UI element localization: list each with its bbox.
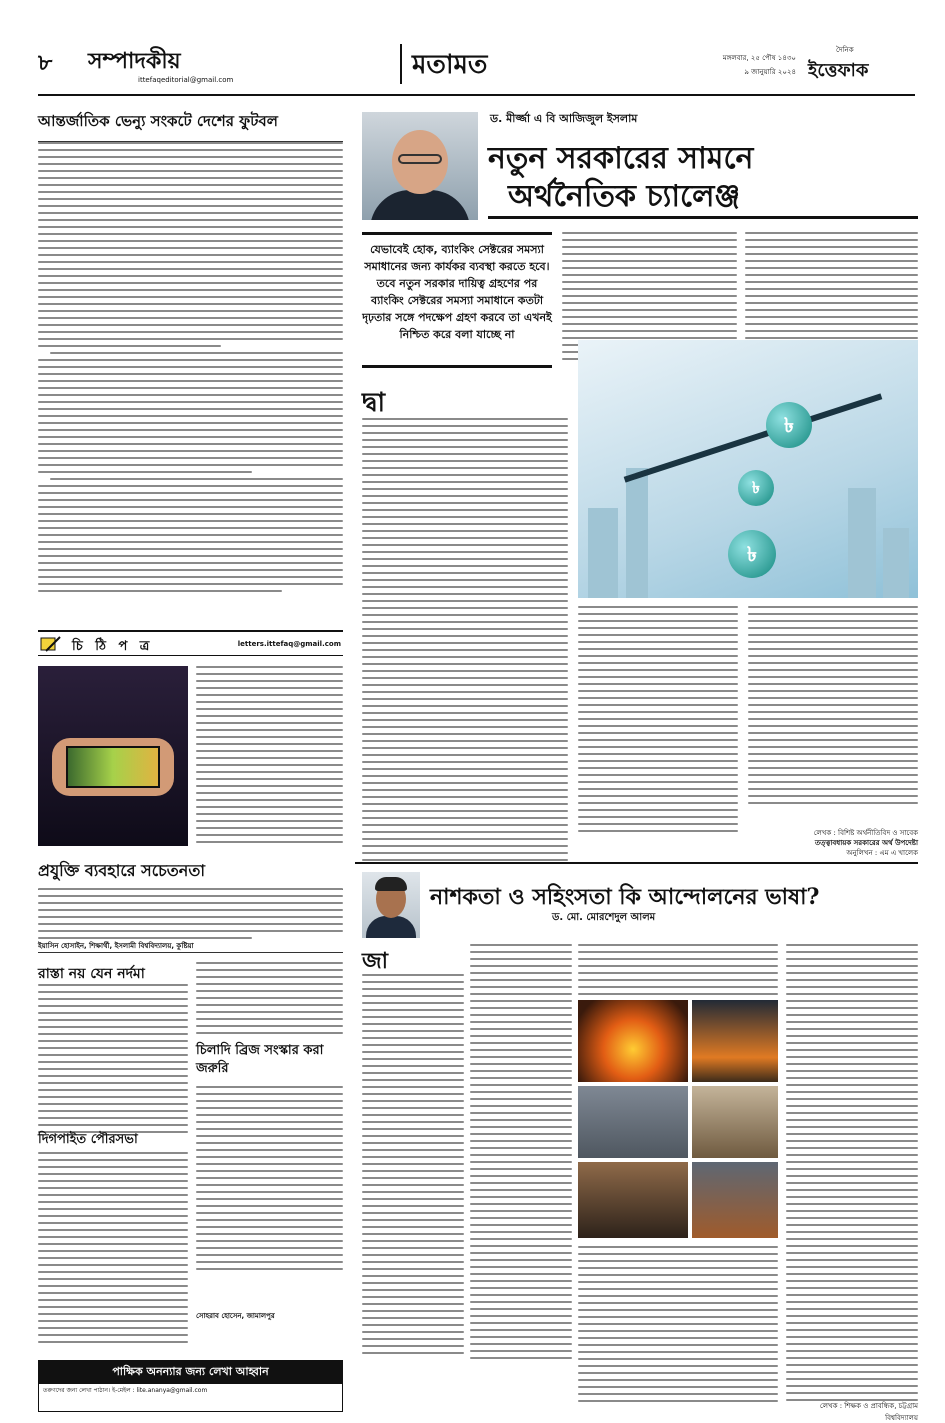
- date-bangla: মঙ্গলবার, ২৫ পৌষ ১৪৩০: [722, 54, 796, 62]
- notice-title: পাক্ষিক অনন্যার জন্য লেখা আহ্বান: [39, 1361, 342, 1384]
- letter-body-pourashava: [38, 1152, 188, 1348]
- burning-bus-photo: [692, 1000, 778, 1082]
- economy-illustration: [578, 340, 918, 598]
- feature2-author: ড. মো. মোরশেদুল আলম: [552, 912, 656, 923]
- vehicle-fire-photo: [692, 1162, 778, 1238]
- letters-email[interactable]: letters.ittefaq@gmail.com: [237, 640, 341, 648]
- letter-body-tech: [38, 888, 343, 944]
- smartphone-game-photo: [38, 666, 188, 846]
- feature2-headline: নাশকতা ও সহিংসতা কি আন্দোলনের ভাষা?: [430, 884, 820, 910]
- taka-coin: ৳: [728, 530, 776, 578]
- feature2-col3-top: [578, 944, 778, 1000]
- feature2-credit: লেখক : শিক্ষক ও প্রাবন্ধিক, চট্টগ্রাম বিশ্ববিদ্যালয়: [819, 1402, 918, 1422]
- section-title-editorial: সম্পাদকীয়: [88, 49, 181, 74]
- letter-byline-tech: ইয়াসিন হোসাইন, শিক্ষার্থী, ইসলামী বিশ্ববিদ্যালয়, কুষ্টিয়া: [38, 942, 194, 950]
- letter-title-tech: প্রযুক্তি ব্যবহারে সচেতনতা: [38, 858, 343, 890]
- feature2-col3-bottom: [578, 1246, 778, 1407]
- author-portrait: [362, 112, 478, 220]
- letter-body-col2: [196, 962, 343, 1039]
- feature1-credit: [740, 828, 918, 858]
- feature1-headline-line2: অর্থনৈতিক চ্যালেঞ্জ: [508, 179, 741, 214]
- feature1-col3-bottom: [748, 606, 918, 809]
- header-divider: [400, 44, 402, 84]
- fire-photo: [578, 1000, 688, 1082]
- editorial-body: [38, 142, 343, 597]
- feature2-col1: [362, 974, 464, 1359]
- letters-title: চি ঠি প ত্র: [72, 639, 154, 654]
- dropcap-2: জা: [362, 949, 389, 974]
- feature1-headline-line1: নতুন সরকারের সামনে: [488, 141, 754, 176]
- date-english: ৯ জানুয়ারি ২০২৪: [744, 68, 796, 76]
- credit-line1: লেখক : বিশিষ্ট অর্থনীতিবিদ ও সাবেক: [813, 829, 918, 837]
- letter-body-bridge: [196, 1086, 343, 1275]
- letters-header: [38, 630, 343, 656]
- credit-line2: তত্ত্বাবধায়ক সরকারের অর্থ উপদেষ্টা: [814, 839, 918, 847]
- editorial-email[interactable]: ittefaqeditorial@gmail.com: [138, 76, 234, 84]
- section-title-opinion: মতামত: [412, 50, 488, 80]
- masthead-logo: [808, 44, 915, 84]
- notice-body: তরুণদের জন্য লেখা পাঠান। ই-মেইল : lite.ananya@gmail.com: [43, 1387, 208, 1394]
- credit-line3: অনুলিখন : এম এ খালেক: [846, 849, 918, 857]
- letter-title-bridge: চিলাদি ব্রিজ সংস্কার করা জরুরি: [196, 1043, 324, 1076]
- page-header: [38, 38, 915, 96]
- letter-body-road: [38, 984, 188, 1138]
- page-number: ৮: [38, 51, 53, 76]
- editorial-title: আন্তর্জাতিক ভেন্যু সংকটে দেশের ফুটবল: [38, 110, 343, 142]
- violence-photo-collage: [578, 1000, 778, 1238]
- masthead-small: দৈনিক: [836, 46, 854, 54]
- letter-title-pourashava: দিগপাইত পৌরসভা: [38, 1132, 138, 1147]
- letters-intro: [196, 666, 343, 848]
- divider: [38, 952, 343, 953]
- taka-coin: ৳: [766, 402, 812, 448]
- feature1-headline: [488, 140, 918, 219]
- feature2-col4: [786, 944, 918, 1406]
- dropcap-1: দ্বা: [362, 388, 385, 418]
- feature1-author: ড. মীর্জ্জা এ বি আজিজুল ইসলাম: [490, 112, 638, 125]
- author2-portrait: [362, 872, 420, 938]
- taka-coin: ৳: [738, 470, 774, 506]
- pencil-icon: [40, 635, 62, 653]
- masthead-title: ইত্তেফাক: [808, 60, 869, 81]
- letter-byline-pourashava: সোহরাব হোসেন, জামালপুর: [196, 1312, 275, 1320]
- feature1-col2-bottom: [578, 606, 738, 837]
- pull-quote: যেভাবেই হোক, ব্যাংকিং সেক্টরের সমস্যা সমাধানের জন্য কার্যকর ব্যবস্থা করতে হবে। তবে নতুন সরকার দায়িত্ব গ্রহণের পর ব্যাংকিং সেক্টরের সমস্যা সমাধানে কতটা দৃঢ়তার সঙ্গে পদক্ষেপ গ্রহণ করবে তা এখনই নিশ্চিত করে বলা যাচ্ছে না: [362, 232, 552, 368]
- street-protest-photo: [578, 1086, 688, 1158]
- train-fire-photo: [578, 1162, 688, 1238]
- section-divider: [355, 862, 918, 864]
- letter-title-road: রাস্তা নয় যেন নর্দমা: [38, 966, 145, 982]
- call-for-writing-notice: [38, 1360, 343, 1412]
- clash-photo: [692, 1086, 778, 1158]
- feature2-col2: [470, 944, 572, 1364]
- feature1-col1: [362, 418, 568, 866]
